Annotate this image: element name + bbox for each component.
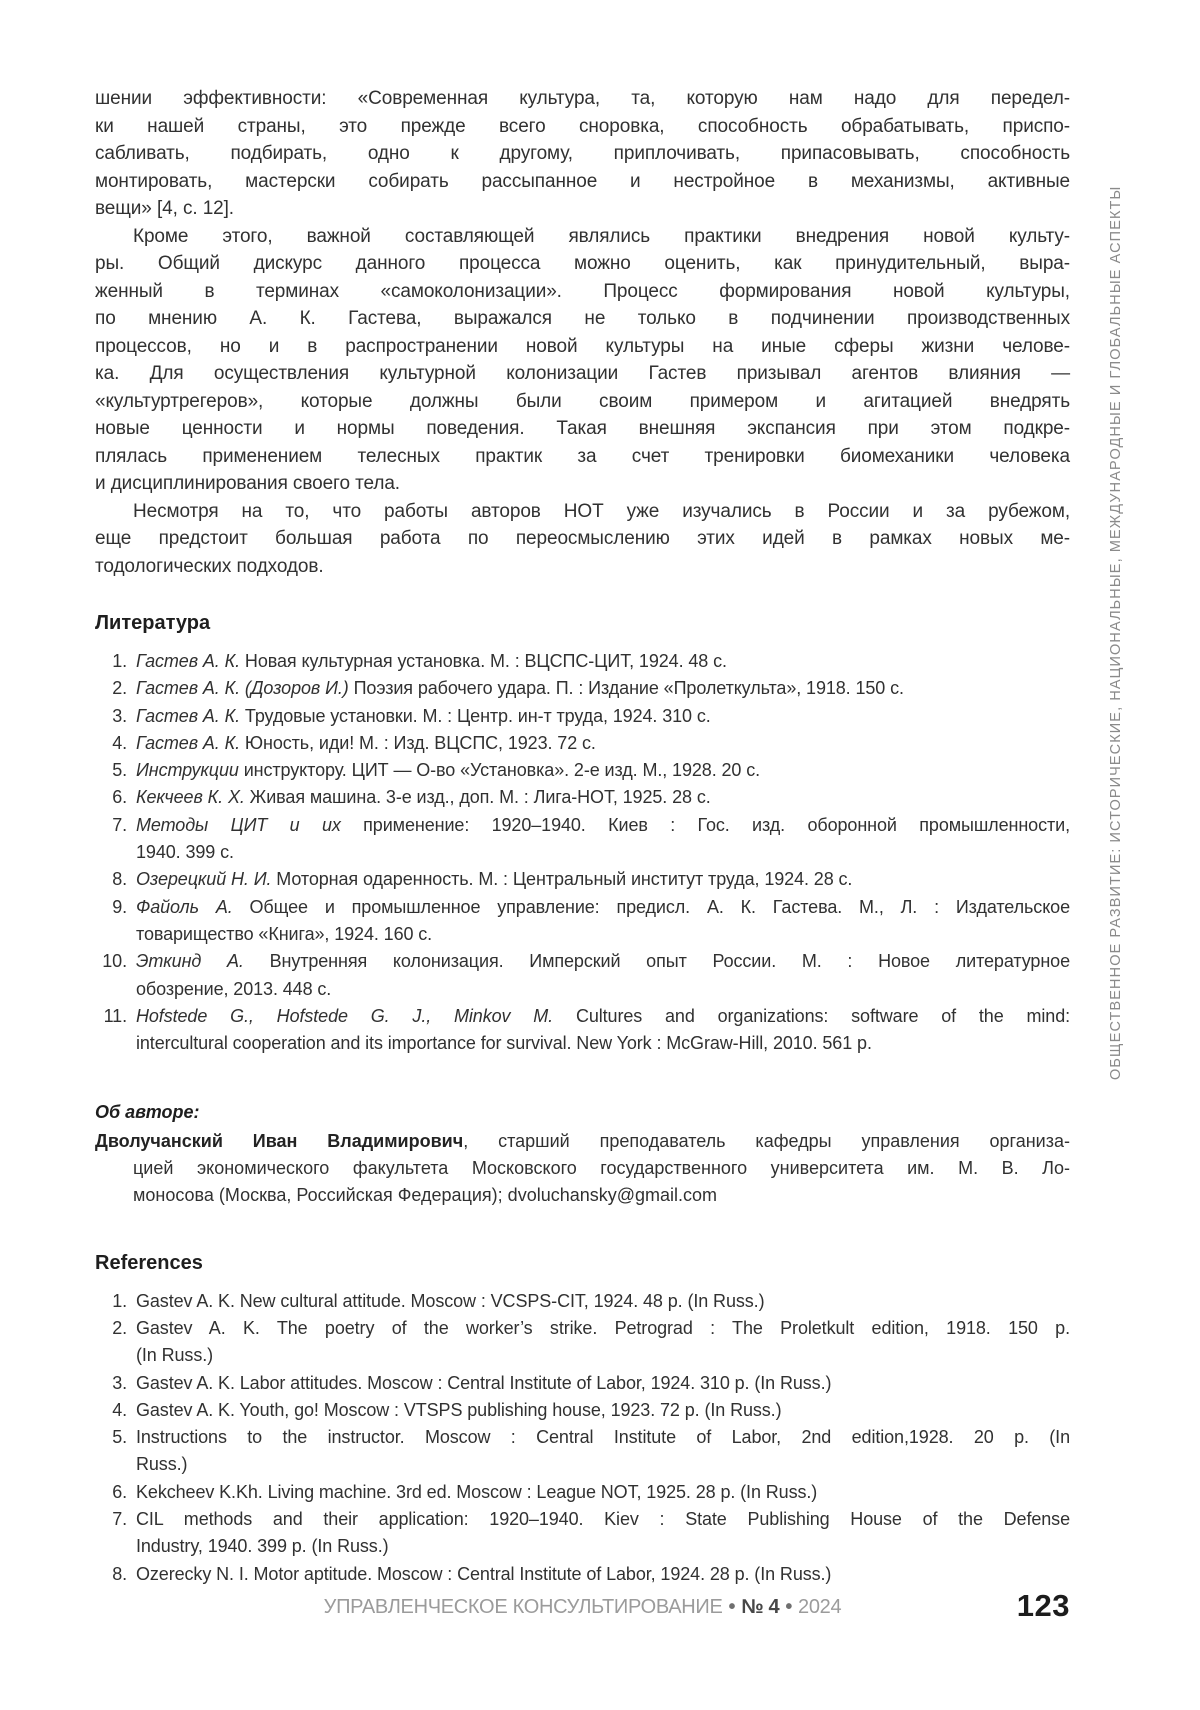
item-text: Ozerecky N. I. Motor aptitude. Moscow : Central Institute of Labor, 1924. 28 p. (In Russ.) (136, 1563, 832, 1584)
paragraph-line: ки нашей страны, это прежде всего сноровка, способность обрабатывать, приспо- (95, 115, 1070, 137)
list-item (95, 1288, 1070, 1315)
list-item (95, 703, 1070, 730)
item-number: 11. (103, 1005, 127, 1026)
paragraph-line: женный в терминах «самоколонизации». Процесс формирования новой культуры, (95, 280, 1070, 302)
section-vertical-title: ОБЩЕСТВЕННОЕ РАЗВИТИЕ: ИСТОРИЧЕСКИЕ, НАЦИОНАЛЬНЫЕ, МЕЖДУНАРОДНЫЕ И ГЛОБАЛЬНЫЕ АСПЕКТЫ (1108, 185, 1124, 1080)
item-number: 5. (112, 1427, 127, 1448)
paragraph-line: «культуртрегеров», которые должны были своим примером и агитацией внедрять (95, 390, 1070, 412)
item-text: Эткинд А. Внутренняя колонизация. Имперский опыт России. М. : Новое литературное обозрение, 2013. 448 с. (136, 951, 1070, 999)
list-item (95, 866, 1070, 893)
about-author-line: цией экономического факультета Московского государственного университета им. М. В. Ло- (133, 1158, 1070, 1179)
item-number: 7. (112, 814, 127, 835)
item-number: 8. (112, 869, 127, 890)
item-number: 4. (112, 1399, 127, 1420)
page-number: 123 (1016, 1588, 1070, 1623)
paragraph-line: сабливать, подбирать, одно к другому, приплочивать, припасовывать, способность (95, 143, 1070, 164)
paragraph-line: Кроме этого, важной составляющей являлись практики внедрения новой культу- (133, 225, 1070, 247)
year: 2024 (798, 1596, 842, 1618)
separator-dot: • (728, 1596, 736, 1618)
item-text: Gastev A. K. New cultural attitude. Moscow : VCSPS-CIT, 1924. 48 p. (In Russ.) (136, 1290, 765, 1311)
paragraph-line: Несмотря на то, что работы авторов НОТ уже изучались в России и за рубежом, (133, 500, 1070, 522)
paragraph-line: новые ценности и нормы поведения. Такая внешняя экспансия при этом подкре- (95, 418, 1070, 439)
list-item (95, 730, 1070, 757)
literature-list (95, 648, 1070, 1057)
list-item (95, 948, 1070, 1003)
item-text: Gastev A. K. Youth, go! Moscow : VTSPS publishing house, 1923. 72 p. (In Russ.) (136, 1399, 782, 1420)
paragraph-line: монтировать, мастерски собирать рассыпанное и нестройное в механизмы, активные (95, 170, 1070, 192)
item-text: Hofstede G., Hofstede G. J., Minkov M. Cultures and organizations: software of the mind: intercultural cooperation and its importance for survival. New York : McGraw-Hill, 2010. 561 p. (136, 1005, 1071, 1054)
item-number: 8. (112, 1563, 127, 1584)
list-item (95, 1506, 1070, 1561)
paragraph-line: ры. Общий дискурс данного процесса можно оценить, как принудительный, выра- (95, 253, 1070, 274)
item-number: 7. (112, 1509, 127, 1530)
item-text: Instructions to the instructor. Moscow : Central Institute of Labor, 2nd edition,1928. 20 p. (In Russ.) (136, 1427, 1070, 1475)
item-text: Гастев А. К. Юность, иди! М. : Изд. ВЦСПС, 1923. 72 с. (136, 732, 596, 753)
item-number: 2. (112, 1317, 127, 1338)
journal-title: УПРАВЛЕНЧЕСКОЕ КОНСУЛЬТИРОВАНИЕ (323, 1596, 723, 1618)
footer-journal-line (95, 1596, 1070, 1619)
list-item (95, 1315, 1070, 1370)
issue-number: № 4 (741, 1596, 780, 1618)
list-item (95, 1424, 1070, 1479)
paragraph-line: плялась применением телесных практик за счет тренировки биомеханики человека (95, 445, 1070, 467)
list-item (95, 1479, 1070, 1506)
paragraph-line: ка. Для осуществления культурной колонизации Гастев призывал агентов влияния — (95, 363, 1070, 384)
references-list (95, 1288, 1070, 1588)
list-item (95, 675, 1070, 702)
body-text (95, 85, 1070, 580)
item-number: 10. (102, 951, 127, 972)
paragraph-line: еще предстоит большая работа по переосмыслению этих идей в рамках новых ме- (95, 528, 1070, 549)
list-item (95, 1003, 1070, 1058)
list-item (95, 812, 1070, 867)
item-text: CIL methods and their application: 1920–1940. Kiev : State Publishing House of the Defense Industry, 1940. 399 p. (In Russ.) (136, 1509, 1070, 1557)
item-text: Гастев А. К. (Дозоров И.) Поэзия рабочего удара. П. : Издание «Пролеткульта», 1918. 150 с. (136, 678, 904, 699)
text-column (95, 85, 1070, 1588)
item-number: 4. (112, 732, 127, 753)
item-number: 3. (112, 705, 127, 726)
about-author-line: моносова (Москва, Российская Федерация); dvoluchansky@gmail.com (133, 1185, 718, 1206)
author-name: Дволучанский Иван Владимирович (95, 1130, 464, 1151)
references-heading: References (95, 1251, 203, 1274)
item-text: Гастев А. К. Трудовые установки. М. : Центр. ин-т труда, 1924. 310 с. (136, 705, 711, 726)
item-number: 1. (112, 651, 127, 671)
item-number: 6. (112, 787, 127, 808)
list-item (95, 1370, 1070, 1397)
separator-dot: • (785, 1596, 793, 1618)
about-author-line: Дволучанский Иван Владимирович, старший преподаватель кафедры управления организа- (95, 1130, 1070, 1151)
list-item (95, 784, 1070, 811)
paragraph-line: процессов, но и в распространении новой культуры на иные сферы жизни челове- (95, 335, 1070, 357)
item-text: Методы ЦИТ и их применение: 1920–1940. Киев : Гос. изд. оборонной промышленности, 1940. 399 с. (136, 814, 1070, 863)
item-number: 2. (112, 678, 127, 699)
paragraph-line: шении эффективности: «Современная культура, та, которую нам надо для передел- (95, 88, 1070, 109)
item-number: 6. (112, 1481, 127, 1502)
item-text: Файоль А. Общее и промышленное управление: предисл. А. К. Гастева. М., Л. : Издательское товарищество «Книга», 1924. 160 с. (136, 896, 1070, 944)
list-item (95, 1561, 1070, 1588)
item-text: Инструкции инструктору. ЦИТ — О-во «Установка». 2-е изд. М., 1928. 20 с. (136, 760, 761, 781)
about-author-heading: Об авторе: (95, 1102, 200, 1123)
list-item (95, 757, 1070, 784)
paragraph-line: вещи» [4, с. 12]. (95, 198, 234, 219)
paragraph-line: по мнению А. К. Гастева, выражался не только в подчинении производственных (95, 308, 1070, 329)
item-number: 9. (112, 896, 127, 917)
item-text: Kekcheev K.Kh. Living machine. 3rd ed. Moscow : League NOT, 1925. 28 p. (In Russ.) (136, 1481, 818, 1502)
paragraph-line: и дисциплинирования своего тела. (95, 473, 400, 494)
about-author-block (95, 1099, 1070, 1209)
paragraph-line: тодологических подходов. (95, 555, 324, 577)
list-item (95, 1397, 1070, 1424)
item-number: 5. (112, 760, 127, 781)
item-text: Гастев А. К. Новая культурная установка. М. : ВЦСПС-ЦИТ, 1924. 48 с. (136, 651, 727, 671)
list-item (95, 894, 1070, 949)
item-text: Озерецкий Н. И. Моторная одаренность. М. : Центральный институт труда, 1924. 28 с. (136, 869, 853, 890)
item-text: Gastev A. K. The poetry of the worker’s strike. Petrograd : The Proletkult edition, 1918. 150 p. (In Russ.) (136, 1317, 1070, 1366)
item-text: Gastev A. K. Labor attitudes. Moscow : Central Institute of Labor, 1924. 310 p. (In Russ.) (136, 1372, 832, 1393)
item-text: Кекчеев К. Х. Живая машина. 3-е изд., доп. М. : Лига-НОТ, 1925. 28 с. (136, 787, 711, 808)
item-number: 1. (112, 1290, 127, 1311)
paragraph (95, 223, 1070, 498)
list-item (95, 648, 1070, 675)
literature-heading: Литература (95, 612, 211, 634)
paragraph (95, 85, 1070, 223)
item-number: 3. (112, 1372, 127, 1393)
paragraph (95, 498, 1070, 581)
